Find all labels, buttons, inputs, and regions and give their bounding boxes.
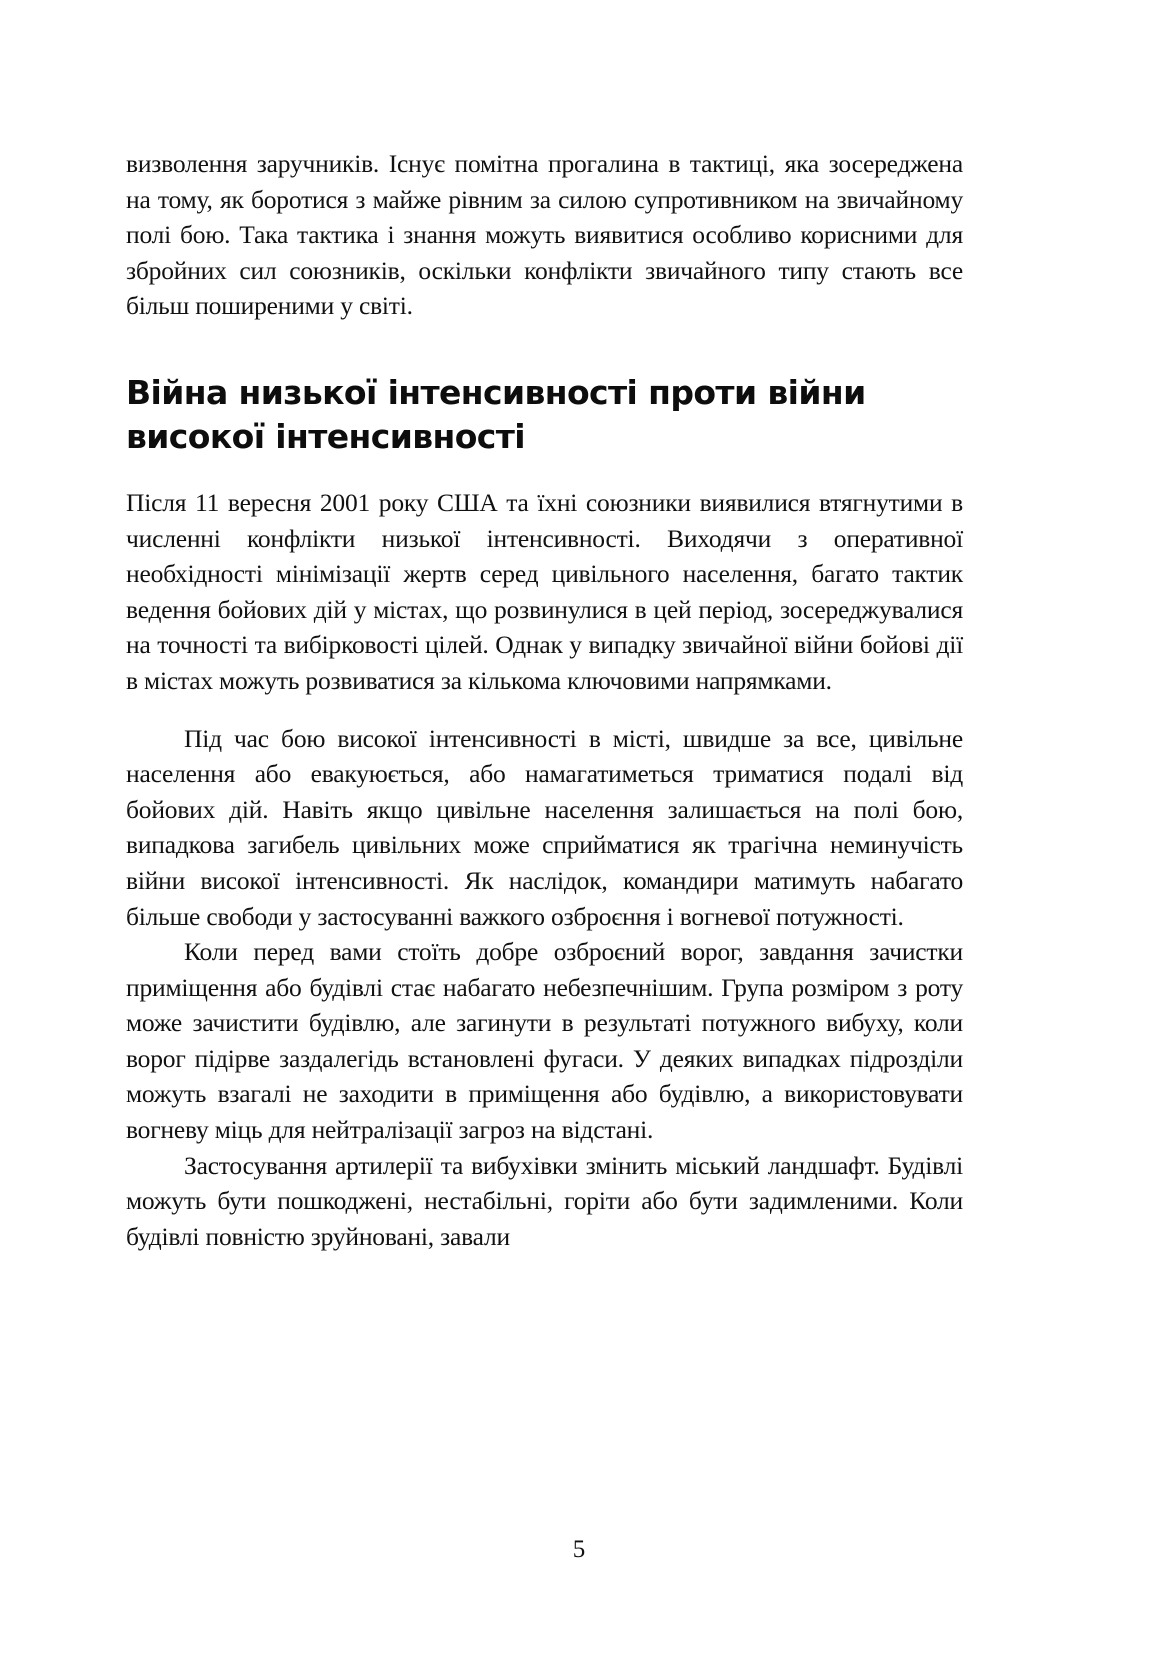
paragraph-high-intensity-city-combat: Під час бою високої інтенсивності в місті, швидше за все, цивільне населення або евакуюється, або намагатиметься триматися подалі від бойових дій. Навіть якщо цивільне населення залишається на полі бою, випадкова загибель цивільних може сприйматися як трагічна неминучість війни високої інтенсивності. Як наслідок, командири матимуть набагато більше свободи у застосуванні важкого озброєння і вогневої потужності. bbox=[126, 723, 963, 931]
paragraph-hostage-rescue-gap: визволення заручників. Існує помітна прогалина в тактиці, яка зосереджена на тому, як боротися з майже рівним за силою супротивником на звичайному полі бою. Така тактика і знання можуть виявитися особливо корисними для збройних сил союзників, оскільки конфлікти звичайного типу стають все більш поширеними у світі. bbox=[126, 149, 963, 321]
section-heading: Війна низької інтенсивності проти війни високої інтенсивності bbox=[126, 372, 866, 456]
document-page bbox=[126, 146, 963, 1254]
paragraph-artillery-landscape: Застосування артилерії та вибухівки змінить міський ландшафт. Будівлі можуть бути пошкоджені, нестабільні, горіти або бути задимленими. Коли будівлі повністю зруйновані, завали bbox=[126, 1150, 963, 1251]
paragraph-after-9-11: Після 11 вересня 2001 року США та їхні союзники виявилися втягнутими в численні конфлікти низької інтенсивності. Виходячи з оперативної необхідності мінімізації жертв серед цивільного населення, багато тактик ведення бойових дій у містах, що розвинулися в цей період, зосереджувалися на точності та вибірковості цілей. Однак у випадку звичайної війни бойові дії в містах можуть розвиватися за кількома ключовими напрямками. bbox=[126, 487, 963, 695]
paragraph-well-armed-enemy: Коли перед вами стоїть добре озброєний ворог, завдання зачистки приміщення або будівлі стає набагато небезпечнішим. Група розміром з роту може зачистити будівлю, але загинути в результаті потужного вибуху, коли ворог підірве заздалегідь встановлені фугаси. У деяких випадках підрозділи можуть взагалі не заходити в приміщення або будівлю, а використовувати вогневу міць для нейтралізації загроз на відстані. bbox=[126, 937, 963, 1145]
page-number: 5 bbox=[572, 1536, 586, 1563]
